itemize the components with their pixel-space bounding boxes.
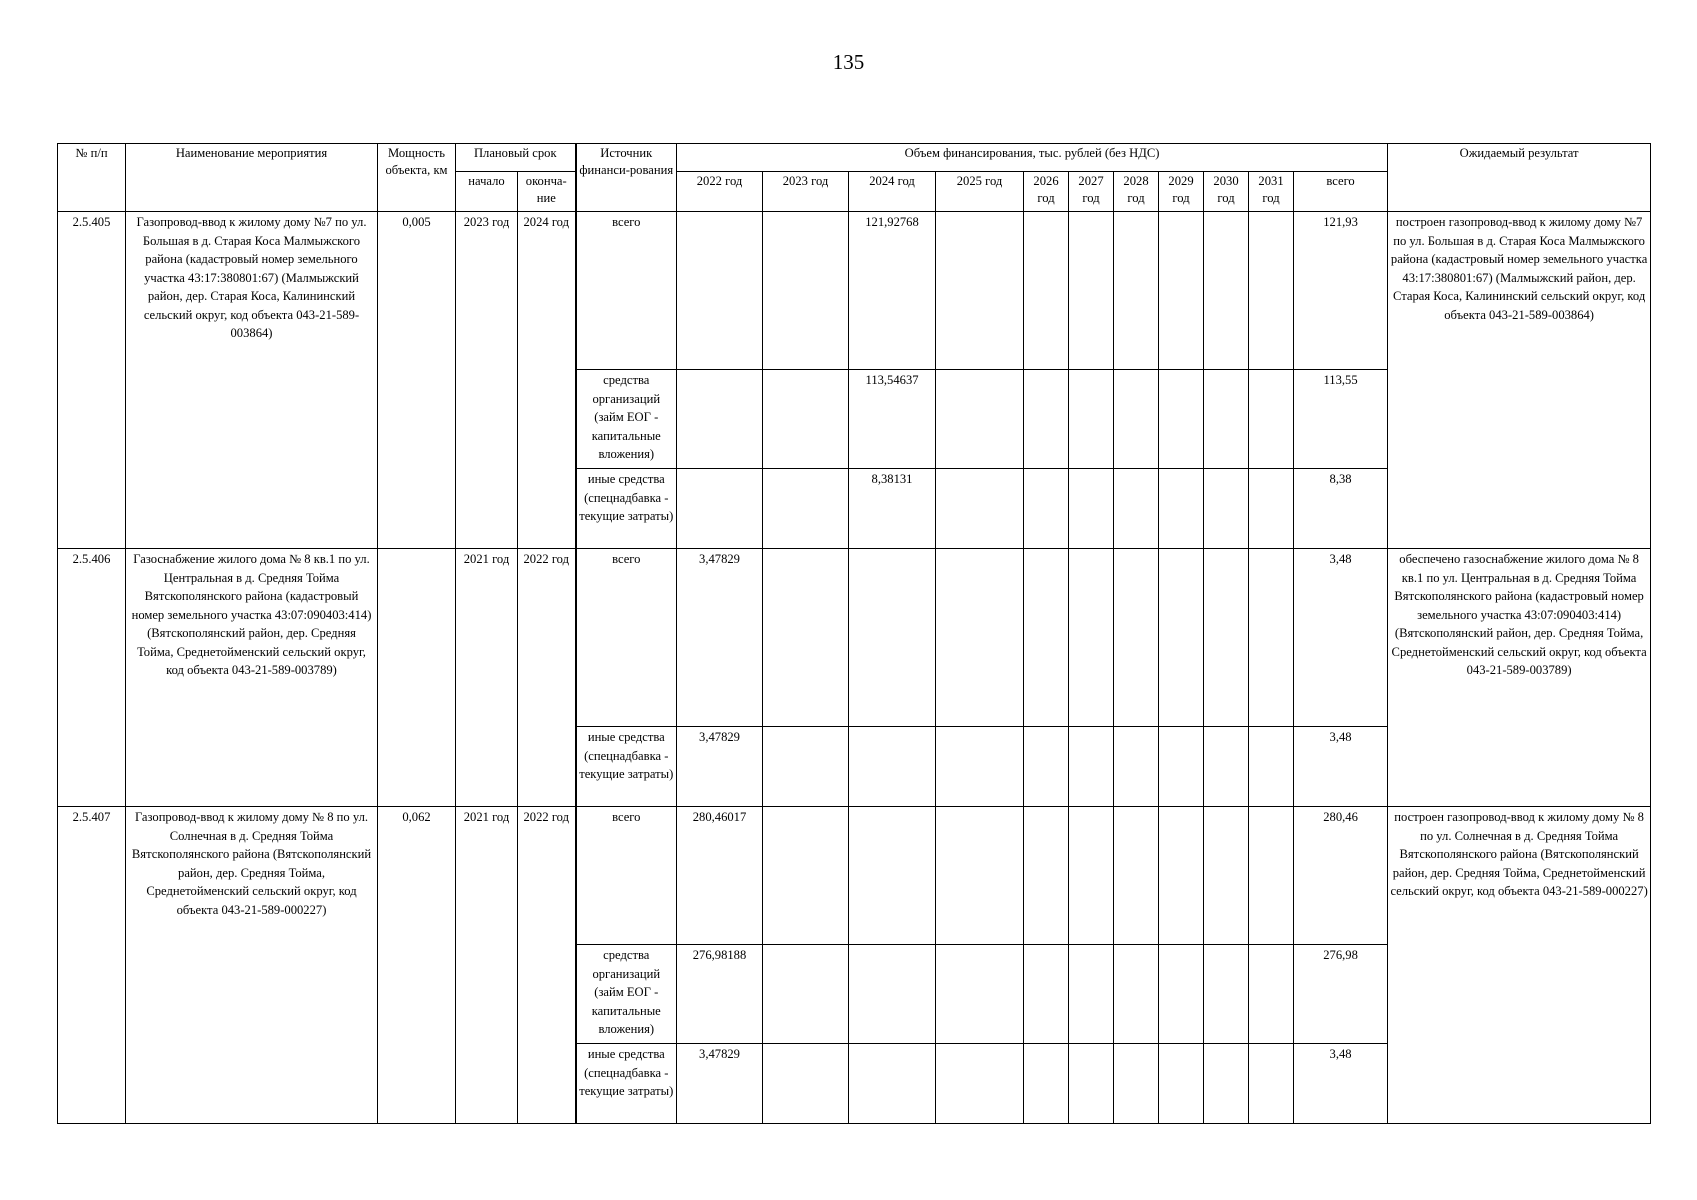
header-capacity: Мощность объекта, км (378, 144, 456, 212)
cell-2029 (1159, 807, 1204, 945)
row-start: 2021 год (456, 549, 518, 807)
row-capacity: 0,005 (378, 212, 456, 549)
cell-2026 (1024, 469, 1069, 549)
cell-2025 (936, 469, 1024, 549)
cell-2023 (763, 807, 849, 945)
row-name: Газоснабжение жилого дома № 8 кв.1 по ул. Центральная в д. Средняя Тойма Вятскополянского района (кадастровый номер земельного участка 43:07:090403:414) (Вятскополянский район, дер. Средняя Тойма, Среднетойменский сельский округ, код объекта 043-21-589-003789) (126, 549, 378, 807)
header-year-2031: 2031 год (1249, 172, 1294, 212)
cell-2022 (677, 469, 763, 549)
header-year-2024: 2024 год (849, 172, 936, 212)
header-year-2022: 2022 год (677, 172, 763, 212)
cell-2028 (1114, 370, 1159, 469)
cell-2024 (849, 727, 936, 807)
cell-2031 (1249, 1044, 1294, 1124)
cell-2026 (1024, 945, 1069, 1044)
cell-2029 (1159, 549, 1204, 727)
row-name: Газопровод-ввод к жилому дому №7 по ул. Большая в д. Старая Коса Малмыжского района (кадастровый номер земельного участка 43:17:380801:67) (Малмыжский район, дер. Старая Коса, Калининский сельский округ, код объекта 043-21-589-003864) (126, 212, 378, 549)
cell-2028 (1114, 945, 1159, 1044)
header-end: оконча-ние (518, 172, 576, 212)
cell-2029 (1159, 1044, 1204, 1124)
cell-2030 (1204, 727, 1249, 807)
cell-2024: 8,38131 (849, 469, 936, 549)
cell-2025 (936, 727, 1024, 807)
header-year-2025: 2025 год (936, 172, 1024, 212)
cell-2022: 276,98188 (677, 945, 763, 1044)
row-result: обеспечено газоснабжение жилого дома № 8 кв.1 по ул. Центральная в д. Средняя Тойма Вятскополянского района (кадастровый номер земельного участка 43:07:090403:414) (Вятскополянский район, дер. Средняя Тойма, Среднетойменский сельский округ, код объекта 043-21-589-003789) (1388, 549, 1651, 807)
cell-2028 (1114, 727, 1159, 807)
financing-table (57, 143, 1651, 1124)
cell-2029 (1159, 727, 1204, 807)
cell-2024: 121,92768 (849, 212, 936, 370)
header-year-2028: 2028 год (1114, 172, 1159, 212)
row-source: иные средства (спецнадбавка - текущие затраты) (576, 469, 677, 549)
cell-2023 (763, 370, 849, 469)
cell-2023 (763, 727, 849, 807)
cell-2026 (1024, 727, 1069, 807)
cell-2023 (763, 1044, 849, 1124)
page-number: 135 (832, 50, 865, 74)
cell-2026 (1024, 549, 1069, 727)
cell-2028 (1114, 1044, 1159, 1124)
cell-2026 (1024, 807, 1069, 945)
cell-total: 113,55 (1294, 370, 1388, 469)
row-start: 2021 год (456, 807, 518, 1124)
cell-2023 (763, 549, 849, 727)
header-plan-term: Плановый срок (456, 144, 576, 172)
cell-2031 (1249, 469, 1294, 549)
cell-2029 (1159, 370, 1204, 469)
cell-total: 3,48 (1294, 549, 1388, 727)
row-start: 2023 год (456, 212, 518, 549)
header-name: Наименование мероприятия (126, 144, 378, 212)
cell-2022: 3,47829 (677, 727, 763, 807)
cell-2031 (1249, 212, 1294, 370)
cell-2030 (1204, 1044, 1249, 1124)
header-source: Источник финанси-рования (576, 144, 677, 212)
row-source: всего (576, 807, 677, 945)
cell-2022 (677, 212, 763, 370)
cell-2028 (1114, 469, 1159, 549)
cell-2031 (1249, 727, 1294, 807)
cell-2026 (1024, 1044, 1069, 1124)
cell-2025 (936, 549, 1024, 727)
row-source: всего (576, 212, 677, 370)
row-source: иные средства (спецнадбавка - текущие затраты) (576, 727, 677, 807)
row-source: средства организаций (займ ЕОГ - капитальные вложения) (576, 370, 677, 469)
cell-2024: 113,54637 (849, 370, 936, 469)
cell-2026 (1024, 370, 1069, 469)
header-year-2029: 2029 год (1159, 172, 1204, 212)
table-row (58, 807, 1651, 945)
cell-2022 (677, 370, 763, 469)
cell-2022: 3,47829 (677, 1044, 763, 1124)
row-end: 2022 год (518, 807, 576, 1124)
cell-2027 (1069, 212, 1114, 370)
cell-2030 (1204, 549, 1249, 727)
header-year-2027: 2027 год (1069, 172, 1114, 212)
cell-2027 (1069, 727, 1114, 807)
cell-2027 (1069, 370, 1114, 469)
row-source: иные средства (спецнадбавка - текущие затраты) (576, 1044, 677, 1124)
cell-2031 (1249, 370, 1294, 469)
cell-2028 (1114, 212, 1159, 370)
cell-2030 (1204, 945, 1249, 1044)
header-year-2026: 2026 год (1024, 172, 1069, 212)
cell-2026 (1024, 212, 1069, 370)
cell-2029 (1159, 469, 1204, 549)
row-num: 2.5.405 (58, 212, 126, 549)
cell-2024 (849, 945, 936, 1044)
row-source: всего (576, 549, 677, 727)
row-capacity (378, 549, 456, 807)
cell-2027 (1069, 469, 1114, 549)
cell-total: 3,48 (1294, 727, 1388, 807)
row-source: средства организаций (займ ЕОГ - капитальные вложения) (576, 945, 677, 1044)
cell-total: 280,46 (1294, 807, 1388, 945)
table-row (58, 212, 1651, 370)
cell-2022: 3,47829 (677, 549, 763, 727)
header-num: № п/п (58, 144, 126, 212)
cell-2025 (936, 370, 1024, 469)
cell-2024 (849, 807, 936, 945)
header-volume: Объем финансирования, тыс. рублей (без НДС) (677, 144, 1388, 172)
cell-2027 (1069, 807, 1114, 945)
cell-2031 (1249, 945, 1294, 1044)
cell-2023 (763, 469, 849, 549)
cell-total: 8,38 (1294, 469, 1388, 549)
cell-2030 (1204, 469, 1249, 549)
cell-2031 (1249, 807, 1294, 945)
cell-2023 (763, 945, 849, 1044)
cell-2022: 280,46017 (677, 807, 763, 945)
header-year-2023: 2023 год (763, 172, 849, 212)
cell-2030 (1204, 212, 1249, 370)
cell-2027 (1069, 1044, 1114, 1124)
cell-2029 (1159, 212, 1204, 370)
cell-2027 (1069, 549, 1114, 727)
cell-2025 (936, 807, 1024, 945)
header-total: всего (1294, 172, 1388, 212)
header-start: начало (456, 172, 518, 212)
cell-2023 (763, 212, 849, 370)
row-end: 2024 год (518, 212, 576, 549)
cell-2024 (849, 1044, 936, 1124)
row-result: построен газопровод-ввод к жилому дому № 8 по ул. Солнечная в д. Средняя Тойма Вятскополянского района (Вятскополянский район, дер. Средняя Тойма, Среднетойменский сельский округ, код объекта 043-21-589-000227) (1388, 807, 1651, 1124)
row-end: 2022 год (518, 549, 576, 807)
cell-total: 3,48 (1294, 1044, 1388, 1124)
row-num: 2.5.407 (58, 807, 126, 1124)
row-capacity: 0,062 (378, 807, 456, 1124)
cell-2030 (1204, 370, 1249, 469)
table-row (58, 549, 1651, 727)
cell-2030 (1204, 807, 1249, 945)
cell-total: 121,93 (1294, 212, 1388, 370)
cell-2025 (936, 1044, 1024, 1124)
header-year-2030: 2030 год (1204, 172, 1249, 212)
cell-2028 (1114, 807, 1159, 945)
cell-2024 (849, 549, 936, 727)
header-result: Ожидаемый результат (1388, 144, 1651, 212)
cell-2025 (936, 212, 1024, 370)
row-result: построен газопровод-ввод к жилому дому №7 по ул. Большая в д. Старая Коса Малмыжского района (кадастровый номер земельного участка 43:17:380801:67) (Малмыжский район, дер. Старая Коса, Калининский сельский округ, код объекта 043-21-589-003864) (1388, 212, 1651, 549)
row-num: 2.5.406 (58, 549, 126, 807)
cell-2029 (1159, 945, 1204, 1044)
row-name: Газопровод-ввод к жилому дому № 8 по ул. Солнечная в д. Средняя Тойма Вятскополянского района (Вятскополянский район, дер. Средняя Тойма, Среднетойменский сельский округ, код объекта 043-21-589-000227) (126, 807, 378, 1124)
cell-2031 (1249, 549, 1294, 727)
cell-2025 (936, 945, 1024, 1044)
cell-total: 276,98 (1294, 945, 1388, 1044)
cell-2028 (1114, 549, 1159, 727)
cell-2027 (1069, 945, 1114, 1044)
